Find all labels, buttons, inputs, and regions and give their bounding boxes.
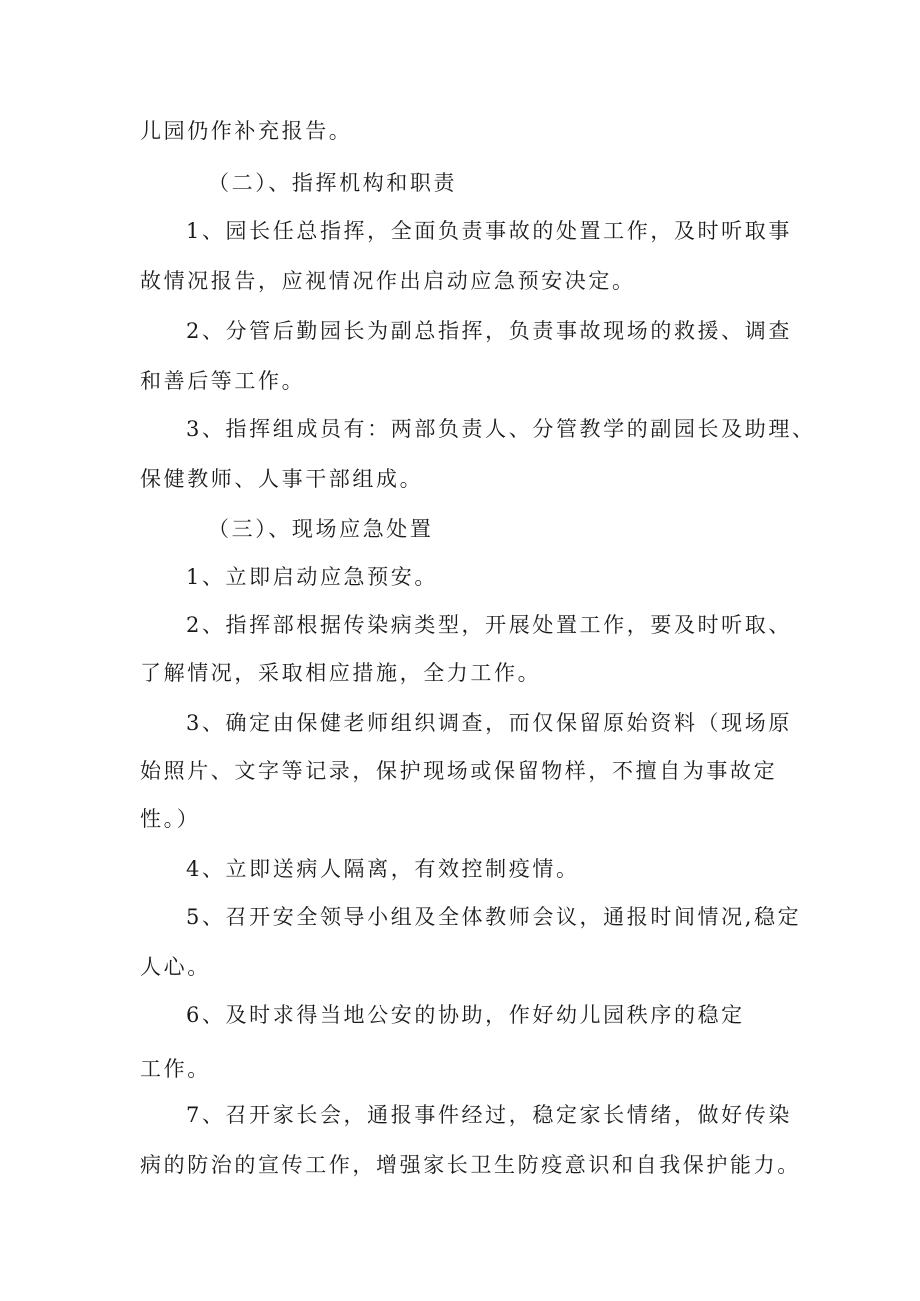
paragraph-line: 1、立即启动应急预安。 xyxy=(186,565,438,589)
paragraph-line: 病的防治的宣传工作，增强家长卫生防疫意识和自我保护能力。 xyxy=(140,1153,801,1177)
paragraph-line: 儿园仍作补充报告。 xyxy=(140,119,353,143)
paragraph-line: 7、召开家长会，通报事件经过，稳定家长情绪，做好传染 xyxy=(186,1103,792,1127)
paragraph-line: 始照片、文字等记录，保护现场或保留物样，不擅自为事故定 xyxy=(140,759,778,783)
paragraph-line: 故情况报告，应视情况作出启动应急预安决定。 xyxy=(140,269,636,293)
paragraph-line: 人心。 xyxy=(140,955,211,979)
section-heading: （三）、现场应急处置 xyxy=(208,517,434,541)
paragraph-line: 保健教师、人事干部组成。 xyxy=(140,467,424,491)
paragraph-line: 工作。 xyxy=(140,1057,211,1081)
section-heading: （二）、指挥机构和职责 xyxy=(208,171,458,195)
paragraph-line: 和善后等工作。 xyxy=(140,369,306,393)
paragraph-line: 4、立即送病人隔离，有效控制疫情。 xyxy=(186,857,580,881)
paragraph-line: 3、确定由保健老师组织调查，而仅保留原始资料（现场原 xyxy=(186,711,792,735)
paragraph-line: 6、及时求得当地公安的协助，作好幼儿园秩序的稳定 xyxy=(186,1003,745,1027)
paragraph-line: 了解情况，采取相应措施，全力工作。 xyxy=(140,661,542,685)
paragraph-line: 2、分管后勤园长为副总指挥，负责事故现场的救援、调查 xyxy=(186,319,792,343)
paragraph-line: 5、召开安全领导小组及全体教师会议，通报时间情况,稳定 xyxy=(186,905,802,929)
paragraph-line: 3、指挥组成员有：两部负责人、分管教学的副园长及助理、 xyxy=(186,417,816,441)
paragraph-line: 2、指挥部根据传染病类型，开展处置工作，要及时听取、 xyxy=(186,613,792,637)
paragraph-line: 1、园长任总指挥，全面负责事故的处置工作，及时听取事 xyxy=(186,219,792,243)
paragraph-line: 性。） xyxy=(140,807,201,831)
